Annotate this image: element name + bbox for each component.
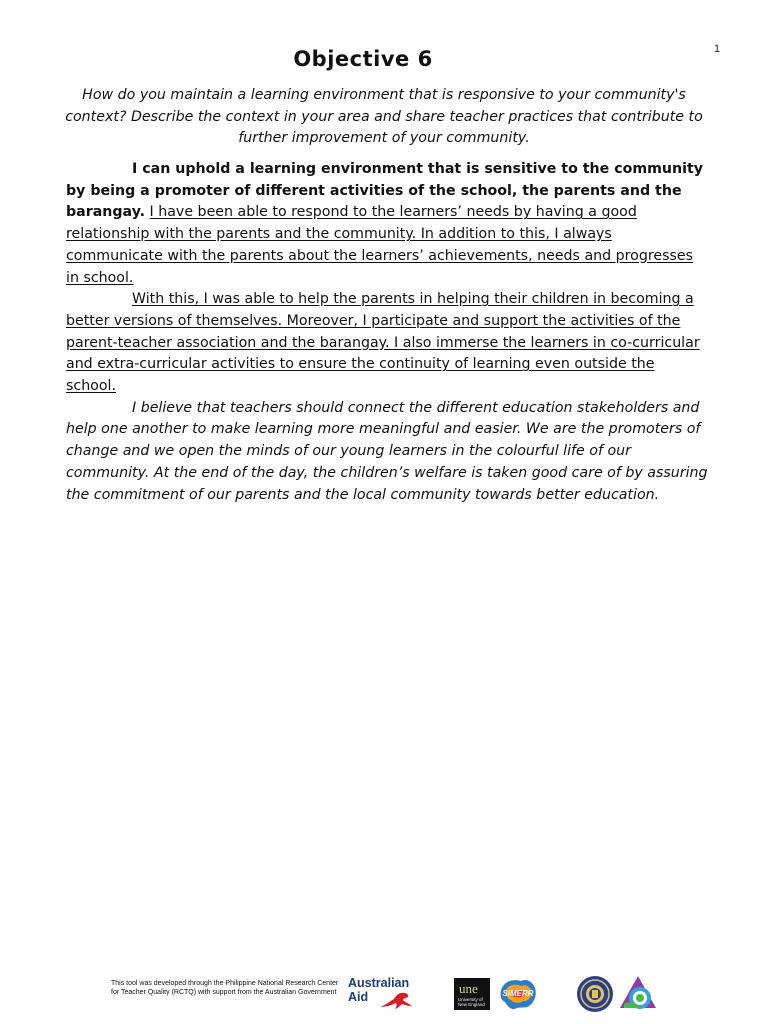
smerr-word: SiMERR xyxy=(502,989,534,998)
paragraph-2 xyxy=(66,289,708,398)
page-title: Objective 6 xyxy=(293,47,433,71)
response-body xyxy=(66,159,708,506)
kangaroo-icon xyxy=(378,989,414,1011)
paragraph-3 xyxy=(66,398,708,507)
smerr-logo xyxy=(497,976,539,1012)
paragraph-1-underlined: I have been able to respond to the learners’ needs by having a good relationship with the parents and the community. In addition to this, I always communicate with the parents about the learners’ achievements, needs and progresses in school. xyxy=(66,204,694,286)
aid-word: Aid xyxy=(348,990,369,1004)
une-word: une xyxy=(459,981,478,996)
rctq-logo-icon xyxy=(618,974,658,1014)
paragraph-3-italic: I believe that teachers should connect the different education stakeholders and help one another to make learning more meaningful and easier. We are the promoters of change and we open the minds of our young learners in the colourful life of our community. At the end of the day, the children’s welfare is taken good care of by assuring the commitment of our parents and the local community towards better education. xyxy=(66,399,708,503)
objective-prompt: How do you maintain a learning environment that is responsive to your community's context? Describe the context in your area and share teacher practices that contribute to further improvement of your community. xyxy=(65,87,703,146)
australian-aid-word: Australian xyxy=(348,976,410,990)
une-logo xyxy=(454,978,490,1010)
une-subtitle: University of New England xyxy=(458,997,485,1007)
paragraph-1 xyxy=(66,159,708,289)
paragraph-1-bold: I can uphold a learning environment that is sensitive to the community by being a promoter of different activities of the school, the parents and the barangay. xyxy=(66,161,704,221)
paragraph-2-underlined: With this, I was able to help the parents in helping their children in becoming a better versions of themselves. Moreover, I participate and support the activities of the parent-teacher association and the barangay. I also immerse the learners in co-curricular and extra-curricular activities to ensure the continuity of learning even outside the school. xyxy=(66,291,700,395)
australian-aid-logo xyxy=(348,977,428,1013)
page-number: 1 xyxy=(714,43,721,55)
university-seal-icon xyxy=(576,975,614,1013)
footer-credit: This tool was developed through the Philippine National Research Center for Teacher Quality (RCTQ) with support from the Australian Government xyxy=(111,980,339,996)
